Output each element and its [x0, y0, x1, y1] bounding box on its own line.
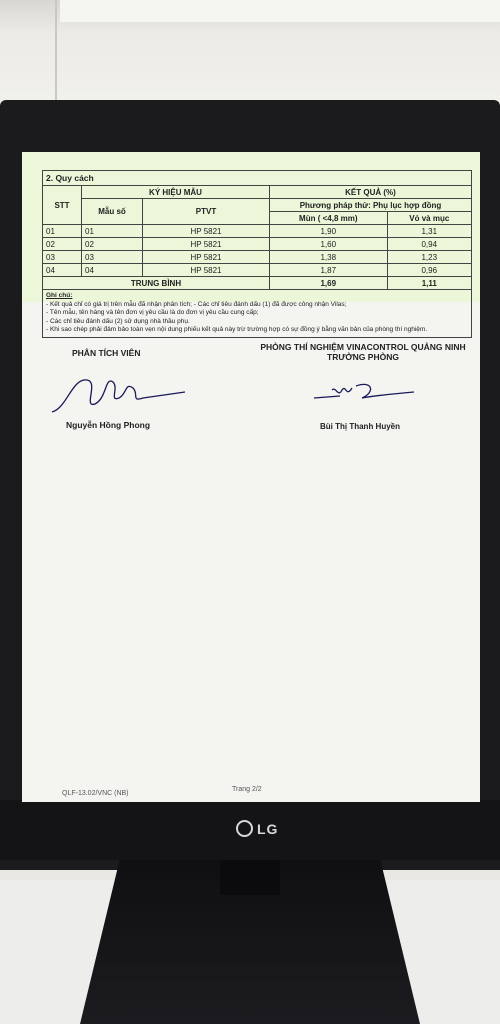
cell-ptvt: HP 5821 [143, 238, 270, 251]
cell-ptvt: HP 5821 [143, 225, 270, 238]
notes-block [42, 290, 472, 338]
cell-mau-so: 03 [82, 251, 143, 264]
header-vo-va-muc: Vỏ và mục [387, 212, 471, 225]
monitor-screen [22, 152, 480, 802]
average-label: TRUNG BÌNH [43, 277, 270, 290]
analyst-signature-icon [47, 368, 187, 418]
cell-stt: 02 [43, 238, 82, 251]
cell-ptvt: HP 5821 [143, 264, 270, 277]
header-phuong-phap: Phương pháp thử: Phụ lục hợp đồng [270, 199, 472, 212]
analyst-title: PHÂN TÍCH VIÊN [72, 347, 141, 358]
background-ceiling [60, 0, 500, 22]
cell-mau-so: 02 [82, 238, 143, 251]
signature-area [42, 342, 472, 442]
note-line: - Tên mẫu, tên hàng và tên đơn vị yêu cầu là do đơn vị yêu cầu cung cấp; [46, 309, 259, 316]
average-row [43, 277, 472, 290]
table-row [43, 238, 472, 251]
header-ky-hieu-mau: KÝ HIỆU MẪU [82, 186, 270, 199]
note-line: - Các chỉ tiêu đánh dấu (2) sử dụng nhà thầu phụ. [46, 317, 190, 325]
header-mau-so: Mẫu số [82, 199, 143, 225]
cell-stt: 03 [43, 251, 82, 264]
note-line: - Khi sao chép phải đảm bảo toàn vẹn nội dung phiếu kết quả này trừ trường hợp có sự đồng ý bằng văn bản của phòng thí nghiệm. [46, 326, 428, 333]
cell-stt: 01 [43, 225, 82, 238]
cell-vo: 0,94 [387, 238, 471, 251]
table-row [43, 225, 472, 238]
monitor-logo [236, 820, 278, 837]
average-mun: 1,69 [270, 277, 388, 290]
section-title: 2. Quy cách [42, 170, 472, 185]
cell-mun: 1,38 [270, 251, 388, 264]
cell-mun: 1,60 [270, 238, 388, 251]
monitor-brand-text: LG [257, 820, 279, 837]
lab-title: PHÒNG THÍ NGHIỆM VINACONTROL QUẢNG NINH [260, 341, 466, 352]
average-vo: 1,11 [387, 277, 471, 290]
cell-mau-so: 01 [82, 225, 143, 238]
form-code: QLF-13.02/VNC (NB) [62, 790, 129, 797]
document-page [42, 170, 472, 442]
cell-mun: 1,90 [270, 225, 388, 238]
cell-stt: 04 [43, 264, 82, 277]
page-number: Trang 2/2 [232, 786, 262, 793]
table-row [43, 251, 472, 264]
table-row [43, 264, 472, 277]
header-ket-qua: KẾT QUẢ (%) [270, 186, 472, 199]
cell-vo: 1,31 [387, 225, 471, 238]
header-stt: STT [43, 186, 82, 225]
header-ptvt: PTVT [143, 199, 270, 225]
head-title: TRƯỞNG PHÒNG [327, 351, 399, 362]
monitor-stand-neck [220, 855, 280, 895]
cell-ptvt: HP 5821 [143, 251, 270, 264]
notes-title: Ghi chú: [46, 292, 73, 299]
cell-vo: 0,96 [387, 264, 471, 277]
head-signature-icon [312, 376, 422, 406]
head-name: Bùi Thị Thanh Huyền [320, 421, 400, 431]
lg-logo-icon [236, 820, 253, 837]
cell-mau-so: 04 [82, 264, 143, 277]
header-mun: Mùn ( <4,8 mm) [270, 212, 388, 225]
analyst-name: Nguyễn Hồng Phong [66, 419, 151, 430]
results-table [42, 185, 472, 290]
wall-edge [55, 0, 57, 110]
cell-mun: 1,87 [270, 264, 388, 277]
note-line: - Kết quả chỉ có giá trị trên mẫu đã nhận phân tích; - Các chỉ tiêu đánh dấu (1) đã được công nhận Vilas; [46, 300, 347, 308]
cell-vo: 1,23 [387, 251, 471, 264]
